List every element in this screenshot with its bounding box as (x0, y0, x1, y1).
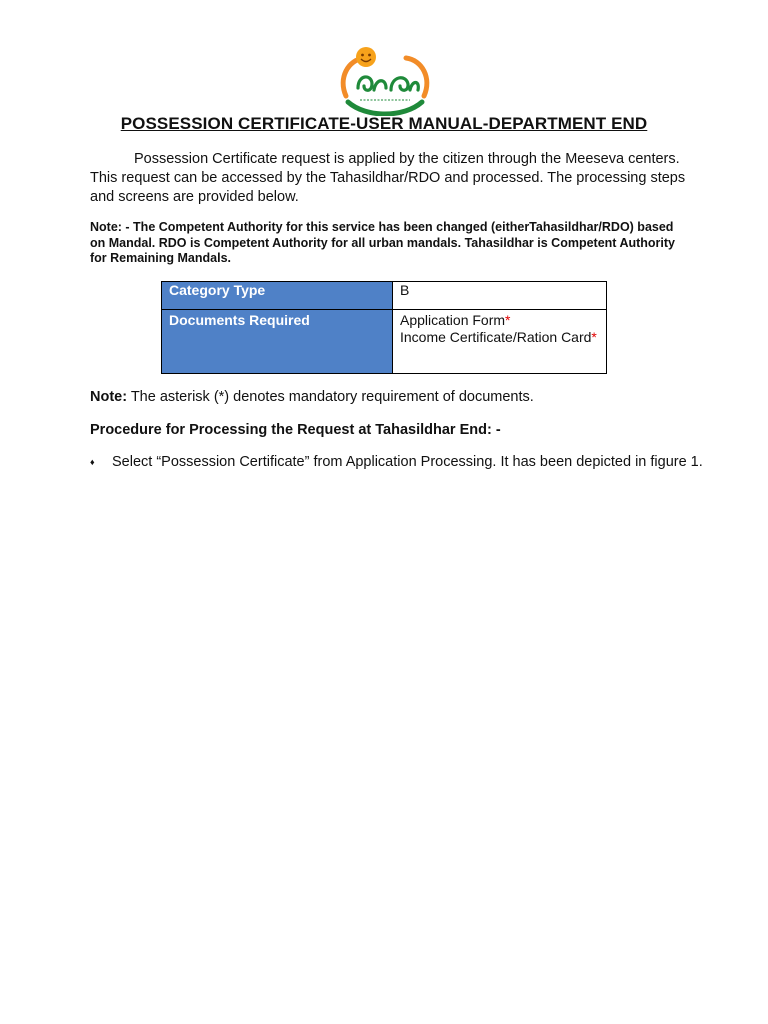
table-row (162, 282, 607, 310)
document-item: Application Form* (400, 312, 511, 328)
category-type-label: Category Type (162, 282, 393, 310)
documents-required-value (393, 310, 607, 374)
requirements-table (161, 281, 607, 374)
list-item: ♦ Select “Possession Certificate” from Application Processing. It has been depicted in figure 1. (90, 454, 703, 470)
page-title: POSSESSION CERTIFICATE-USER MANUAL-DEPARTMENT END (120, 114, 648, 133)
table-row (162, 310, 607, 374)
note-label: Note: (90, 389, 128, 405)
mandatory-asterisk: * (505, 312, 511, 328)
diamond-bullet-icon: ♦ (90, 457, 95, 467)
procedure-heading: Procedure for Processing the Request at Tahasildhar End: - (90, 422, 501, 438)
competent-authority-note: Note: - The Competent Authority for this service has been changed (eitherTahasildhar/RDO) based on Mandal. RDO is Competent Authority for all urban mandals. Tahasildhar is Competent Authority for Remaining Mandals. (90, 220, 676, 265)
category-type-value: B (393, 282, 607, 310)
asterisk-note: Note: The asterisk (*) denotes mandatory requirement of documents. (90, 389, 534, 405)
meeseva-logo (336, 44, 434, 116)
document-item: Income Certificate/Ration Card* (400, 329, 597, 345)
documents-required-label: Documents Required (162, 310, 393, 374)
mandatory-asterisk: * (591, 329, 597, 345)
intro-paragraph: Possession Certificate request is applied by the citizen through the Meeseva centers. This request can be accessed by the Tahasildhar/RDO and processed. The processing steps and screens are provided below. (90, 151, 686, 205)
